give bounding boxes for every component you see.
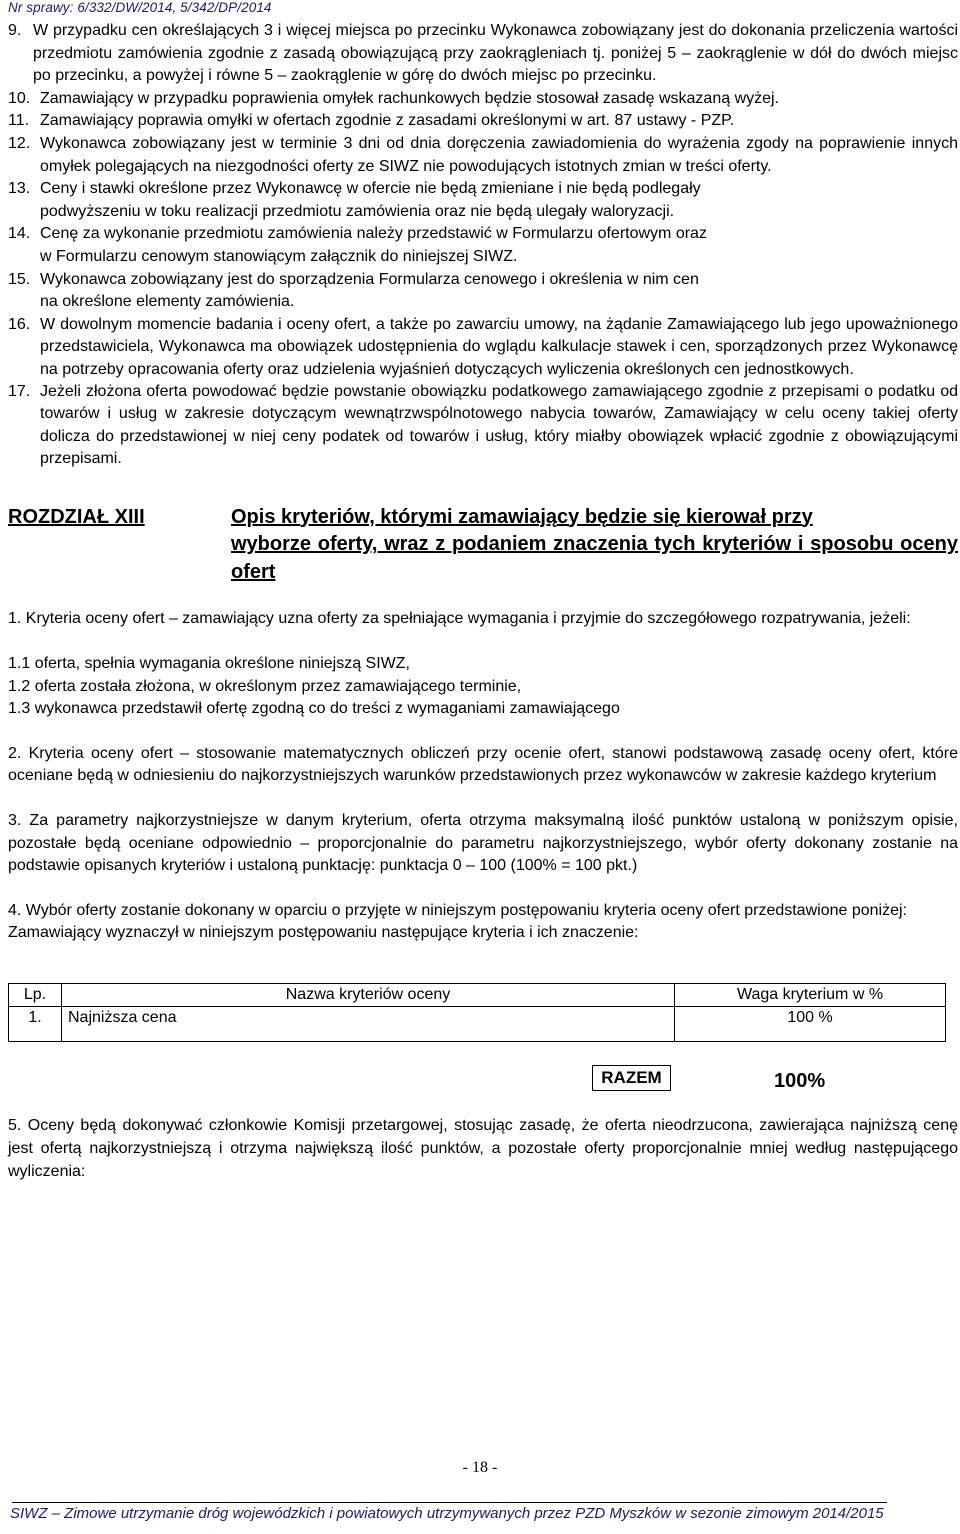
item-number: 17. (8, 382, 31, 400)
list-item (8, 223, 958, 268)
list-item (8, 381, 958, 471)
column-header: Lp. (9, 983, 62, 1007)
list-item (8, 88, 958, 111)
item-text: W przypadku cen określających 3 i więcej miejsca po przecinku Wykonawca zobowiązany jest do dokonania przeliczenia wartości przedmiotu zamówienia zgodnie z zasadą obowiązującą przy zaokrągleniach tj. poniżej 5 – zaokrąglenie w dół do dwóch miejsc po przecinku, a powyżej i równe 5 – zaokrąglenie w górę do dwóch miejsc po przecinku. (33, 22, 958, 85)
item-text-line: na określone elementy zamówienia. (40, 293, 295, 311)
item-text-line: Cenę za wykonanie przedmiotu zamówienia należy przedstawić w Formularzu ofertowym oraz (40, 225, 707, 243)
list-item (8, 178, 958, 223)
chapter-label: ROZDZIAŁ XIII (8, 505, 145, 528)
paragraph: 2. Kryteria oceny ofert – stosowanie matematycznych obliczeń przy ocenie ofert, stanowi podstawową zasadę oceny ofert, które oceniane będą w odniesieniu do najkorzystniejszych warunków przedstawionych przez wykonawców w zakresie każdego kryterium (8, 744, 958, 785)
page-number: - 18 - (462, 1459, 498, 1476)
item-text-line: podwyższeniu w toku realizacji przedmiotu zamówienia oraz nie będą ulegały waloryzacji. (40, 202, 675, 220)
item-number: 15. (8, 270, 31, 288)
paragraph: 1.2 oferta została złożona, w określonym przez zamawiającego terminie, (8, 677, 522, 695)
document-body (8, 20, 958, 1183)
paragraph: 1.1 oferta, spełnia wymagania określone niniejszą SIWZ, (8, 654, 410, 672)
item-text: Zamawiający w przypadku poprawienia omyłek rachunkowych będzie stosował zasadę wskazaną wyżej. (40, 89, 780, 107)
table-cell: Najniższa cena (62, 1007, 675, 1042)
item-text: Wykonawca zobowiązany jest w terminie 3 dni od dnia doręczenia zawiadomienia do wyrażenia zgody na poprawienie innych omyłek polegających na niezgodności oferty ze SIWZ nie powodujących istotnych zmian w treści oferty. (40, 134, 958, 175)
chapter-title-line: Opis kryteriów, którymi zamawiający będzie się kierował przy (231, 505, 813, 528)
list-item (8, 20, 958, 88)
column-header: Waga kryterium w % (675, 983, 946, 1007)
list-item (8, 110, 958, 133)
footer-text: SIWZ – Zimowe utrzymanie dróg wojewódzkich i powiatowych utrzymywanych przez PZD Myszków w sezonie zimowym 2014/2015 (10, 1505, 884, 1522)
total-row (8, 1055, 958, 1101)
item-text-line: w Formularzu cenowym stanowiącym załącznik do niniejszej SIWZ. (40, 247, 518, 265)
paragraph: 1.3 wykonawca przedstawił ofertę zgodną co do treści z wymaganiami zamawiającego (8, 700, 620, 718)
paragraph: Zamawiający wyznaczył w niniejszym postępowaniu następujące kryteria i ich znaczenie: (8, 924, 639, 942)
paragraph: 4. Wybór oferty zostanie dokonany w oparciu o przyjęte w niniejszym postępowaniu kryteria oceny ofert przedstawione poniżej: (8, 901, 907, 919)
column-header: Nazwa kryteriów oceny (62, 983, 675, 1007)
case-reference: Nr sprawy: 6/332/DW/2014, 5/342/DP/2014 (8, 0, 272, 15)
item-number: 16. (8, 315, 31, 333)
list-item (8, 314, 958, 381)
item-text: W dowolnym momencie badania i oceny ofert, a także po zawarciu umowy, na żądanie Zamawiającego lub jego upoważnionego przedstawiciela, Wykonawca ma obowiązek udostępnienia do wglądu kalkulacje stawek i cen, sporządzonych przez Wykonawcę na potrzeby opracowania oferty oraz udzielenia wyjaśnień dotyczących wyliczenia określonych cen jednostkowych. (40, 315, 958, 378)
table-row (9, 1007, 946, 1042)
total-label: RAZEM (592, 1065, 671, 1091)
item-number: 14. (8, 225, 31, 243)
item-number: 11. (8, 112, 30, 130)
chapter-title-rest: wyborze oferty, wraz z podaniem znaczenia tych kryteriów i sposobu oceny ofert (231, 533, 958, 583)
paragraph: 5. Oceny będą dokonywać członkowie Komisji przetargowej, stosując zasadę, że oferta nieodrzucona, zawierająca najniższą cenę jest ofertą najkorzystniejszą i otrzyma największą ilość punktów, a pozostałe oferty proporcjonalnie mniej według następującego wyliczenia: (8, 1117, 958, 1180)
list-item (8, 269, 958, 314)
table-header-row (9, 983, 946, 1007)
criteria-table (8, 983, 946, 1043)
footer-divider (12, 1502, 887, 1503)
item-text: Jeżeli złożona oferta powodować będzie powstanie obowiązku podatkowego zamawiającego zgodnie z przepisami o podatku od towarów i usług w zakresie dotyczącym wewnątrzwspólnotowego nabycia towarów, Zamawiający w celu oceny takiej oferty dolicza do przedstawionej w niej ceny podatek od towarów i usług, który miałby obowiązek wpłacić zgodnie z obowiązującymi przepisami. (40, 382, 958, 468)
item-number: 13. (8, 180, 31, 198)
item-number: 10. (8, 89, 31, 107)
table-cell: 100 % (675, 1007, 946, 1042)
paragraph: 1. Kryteria oceny ofert – zamawiający uzna oferty za spełniające wymagania i przyjmie do szczegółowego rozpatrywania, jeżeli: (8, 610, 911, 628)
item-text: Zamawiający poprawia omyłki w ofertach zgodnie z zasadami określonymi w art. 87 ustawy - PZP. (40, 112, 735, 130)
total-value: 100% (774, 1070, 826, 1093)
list-item (8, 133, 958, 178)
chapter-heading (8, 504, 958, 587)
paragraph: 3. Za parametry najkorzystniejsze w danym kryterium, oferta otrzyma maksymalną ilość punktów ustaloną w poniższym opisie, pozostałe będą oceniane odpowiednio – proporcjonalnie do parametru najkorzystniejszego, wybór oferty dokonany zostanie na podstawie opisanych kryteriów i ustaloną punktację: punktacja 0 – 100 (100% = 100 pkt.) (8, 811, 958, 875)
item-number: 12. (8, 134, 31, 152)
table-cell: 1. (9, 1007, 62, 1042)
item-number: 9. (8, 22, 22, 39)
item-text-line: Wykonawca zobowiązany jest do sporządzenia Formularza cenowego i określenia w nim cen (40, 270, 699, 288)
item-text-line: Ceny i stawki określone przez Wykonawcę w ofercie nie będą zmieniane i nie będą podlegały (40, 180, 701, 198)
